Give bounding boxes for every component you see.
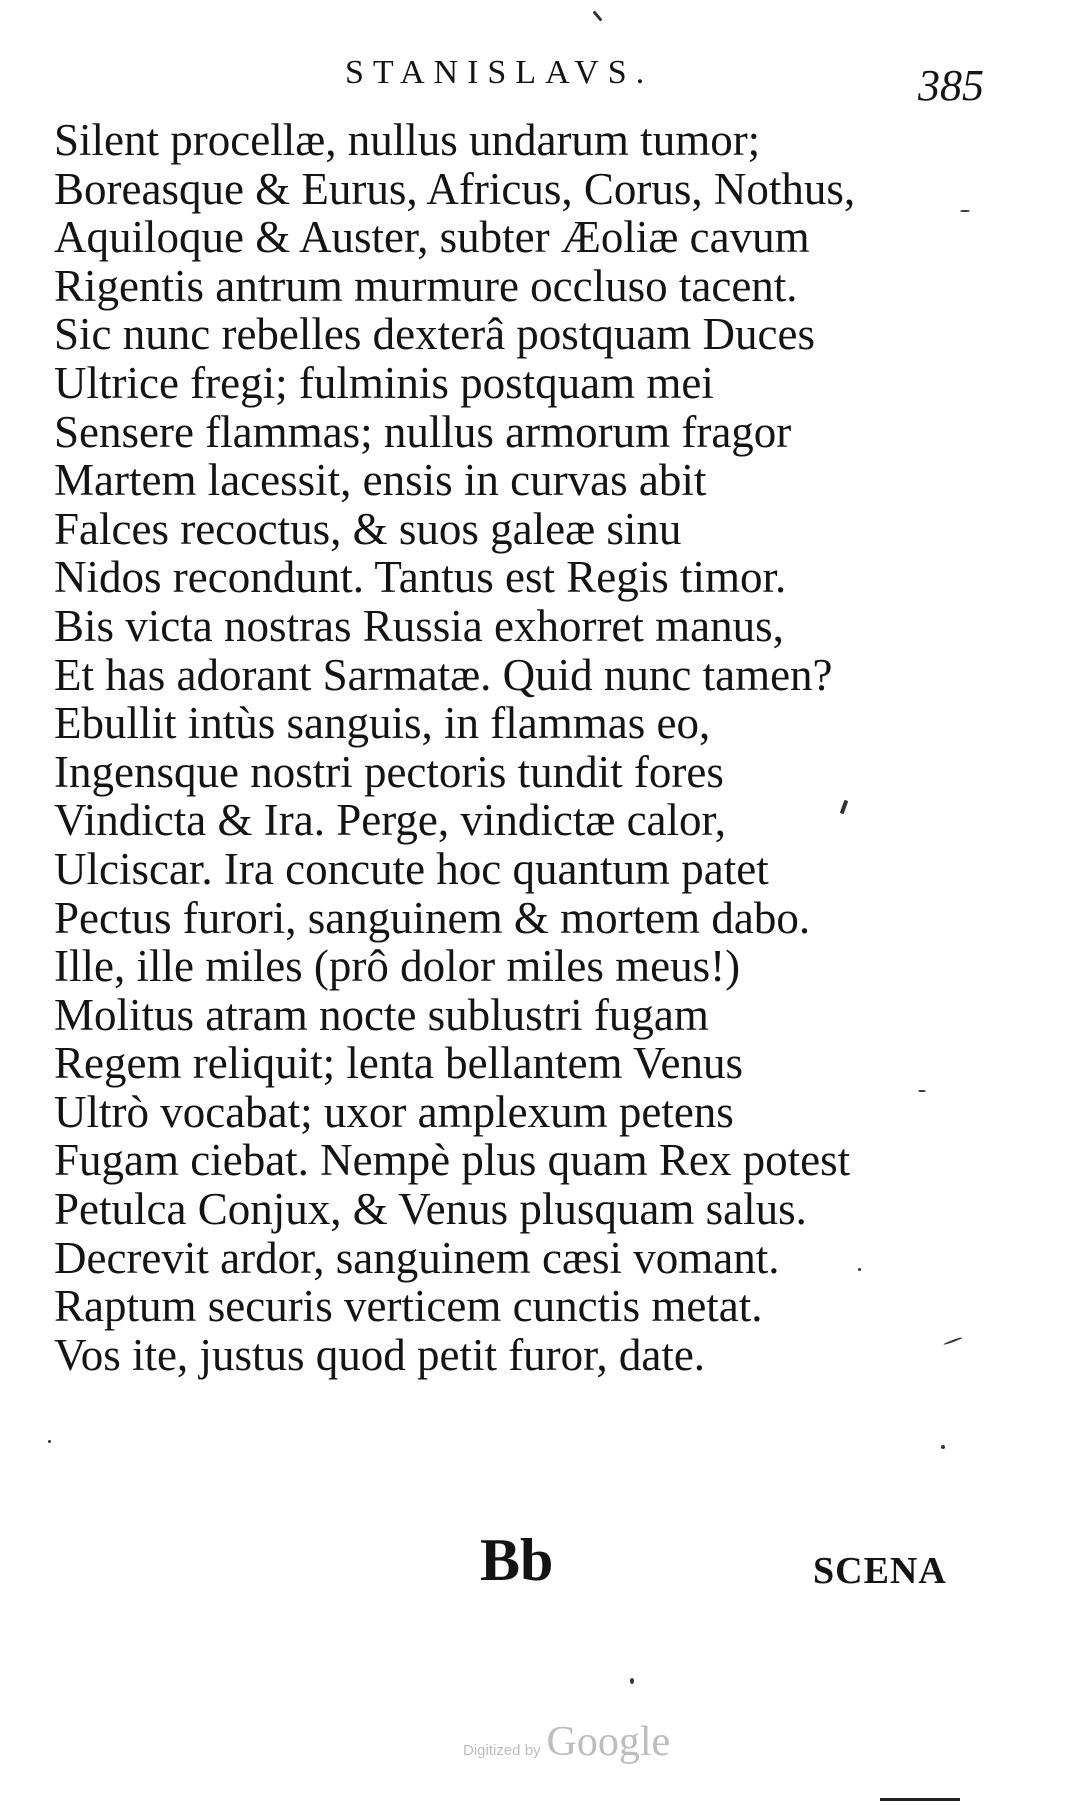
verse-line: Vindicta & Ira. Perge, vindictæ calor,: [54, 795, 726, 846]
catchword: SCENA: [813, 1550, 947, 1592]
google-logo: Google: [546, 1719, 671, 1765]
verse-line: Silent procellæ, nullus undarum tumor;: [54, 115, 761, 165]
verse-line: Bis victa nostras Russia exhorret manus,: [54, 600, 784, 651]
scan-speck: [630, 1678, 634, 1684]
verse-line: Molitus atram nocte sublustri fugam: [54, 989, 709, 1040]
verse-block: [54, 116, 954, 1379]
scan-speck: [918, 1090, 926, 1092]
verse-line: Martem lacessit, ensis in curvas abit: [54, 455, 707, 506]
verse-line: Rigentis antrum murmure occluso tacent.: [54, 260, 798, 311]
verse-line: Boreasque & Eurus, Africus, Corus, Nothus,: [54, 163, 856, 214]
verse-line: Ultrice fregi; fulminis postquam mei: [54, 357, 714, 408]
verse-line: Decrevit ardor, sanguinem cæsi vomant.: [54, 1232, 780, 1283]
verse-line: Falces recoctus, & suos galeæ sinu: [54, 503, 682, 554]
scan-speck: [592, 10, 602, 21]
verse-line: Regem reliquit; lenta bellantem Venus: [54, 1038, 743, 1089]
verse-line: Ingensque nostri pectoris tundit fores: [54, 746, 724, 797]
verse-line: Raptum securis verticem cunctis metat.: [54, 1281, 763, 1332]
verse-line: Nidos recondunt. Tantus est Regis timor.: [54, 552, 787, 603]
scan-speck: [880, 1798, 960, 1801]
signature-mark: Bb: [480, 1527, 554, 1593]
page-number: 385: [918, 61, 984, 110]
verse-line: Ultrò vocabat; uxor amplexum petens: [54, 1086, 734, 1137]
verse-line: Sic nunc rebelles dexterâ postquam Duces: [54, 309, 816, 360]
scan-speck: [941, 1445, 945, 1449]
verse-line: Pectus furori, sanguinem & mortem dabo.: [54, 892, 811, 943]
watermark-prefix: Digitized by: [463, 1742, 541, 1759]
verse-line: Ebullit intùs sanguis, in flammas eo,: [54, 698, 711, 749]
verse-line: Ulciscar. Ira concute hoc quantum patet: [54, 843, 769, 894]
scan-speck: [960, 210, 970, 212]
running-title: STANISLAVS.: [345, 54, 654, 91]
google-watermark: [463, 1718, 670, 1766]
verse-line: Et has adorant Sarmatæ. Quid nunc tamen?: [54, 649, 833, 700]
scan-speck: [48, 1440, 51, 1443]
verse-line: Aquiloque & Auster, subter Æoliæ cavum: [54, 212, 810, 263]
scan-speck: [858, 1268, 861, 1271]
verse-line: Fugam ciebat. Nempè plus quam Rex potest: [54, 1135, 851, 1186]
verse-line: Ille, ille miles (prô dolor miles meus!): [54, 941, 741, 992]
verse-line: Vos ite, justus quod petit furor, date.: [54, 1329, 706, 1380]
verse-line: Sensere flammas; nullus armorum fragor: [54, 406, 792, 457]
verse-line: Petulca Conjux, & Venus plusquam salus.: [54, 1184, 807, 1235]
